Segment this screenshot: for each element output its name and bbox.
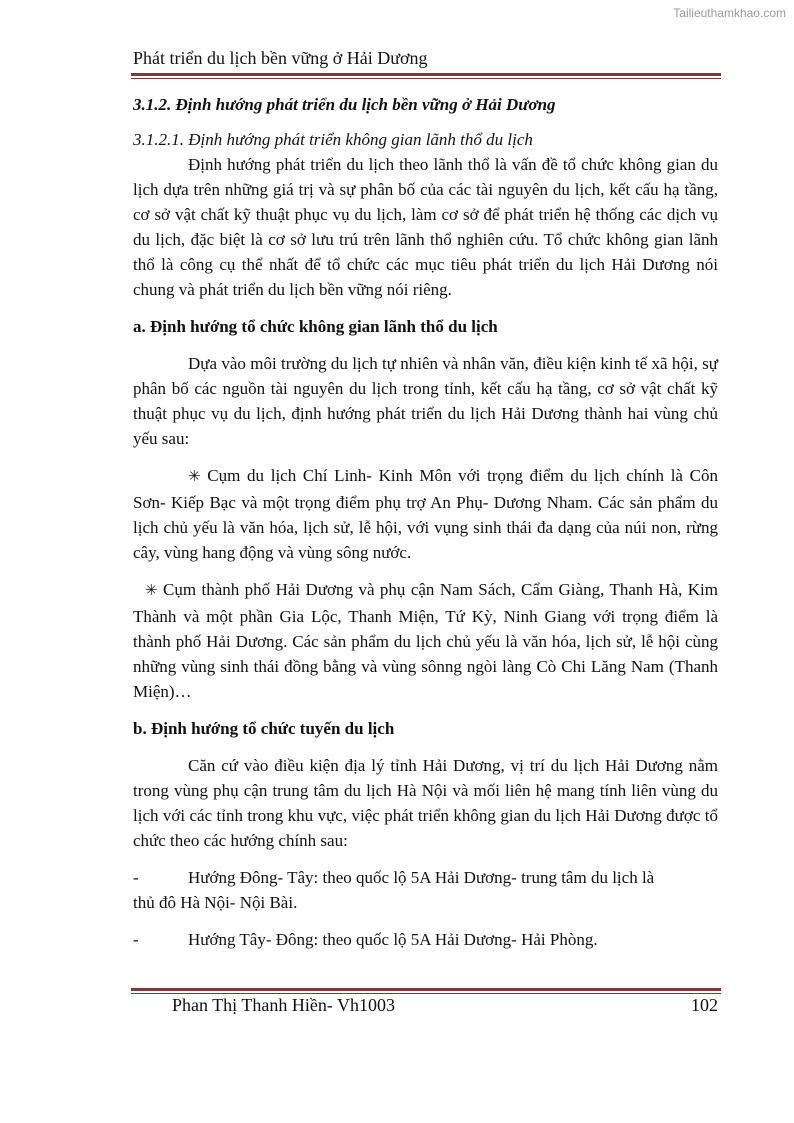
page-number: 102 xyxy=(691,995,718,1015)
watermark: Tailieuthamkhao.com xyxy=(673,6,786,20)
route-1-text: Hướng Đông- Tây: theo quốc lộ 5A Hải Dương- trung tâm du lịch là xyxy=(188,868,655,887)
part-a-heading: a. Định hướng tổ chức không gian lãnh thổ du lịch xyxy=(133,317,498,336)
bullet-1-text: Cụm du lịch Chí Linh- Kinh Môn với trọng điểm du lịch chính là Côn Sơn- Kiếp Bạc và một trọng điểm phụ trợ An Phụ- Dương Nham. Các sản phẩm du lịch chủ yếu là văn hóa, lịch sử, lễ hội, với vụng sinh thái đa dạng của núi non, rừng cây, vùng hang động và vùng sông nước. xyxy=(133,466,718,562)
part-b-heading: b. Định hướng tổ chức tuyến du lịch xyxy=(133,719,395,738)
footer-rule xyxy=(131,988,721,994)
header-rule xyxy=(131,73,721,79)
route-item-1 xyxy=(133,865,718,890)
bullet-2-text: Cụm thành phố Hải Dương và phụ cận Nam Sách, Cẩm Giàng, Thanh Hà, Kim Thành và một phần Gia Lộc, Thanh Miện, Tứ Kỳ, Ninh Giang với trọng điểm là thành phố Hải Dương. Các sản phẩm du lịch chủ yếu là văn hóa, lịch sử, lễ hội cùng những vùng sinh thái đồng bằng và vùng sônng ngòi làng Cò Chi Lăng Nam (Thanh Miện)… xyxy=(133,580,719,701)
subsection-heading: 3.1.2.1. Định hướng phát triển không gian lãnh thổ du lịch xyxy=(133,130,533,149)
footer-author: Phan Thị Thanh Hiền- Vh1003 xyxy=(172,995,395,1015)
intro-paragraph: Định hướng phát triển du lịch theo lãnh thổ là vấn đề tổ chức không gian du lịch dựa trên những giá trị và sự phân bố của các tài nguyên du lịch, kết cấu hạ tầng, cơ sở vật chất kỹ thuật phục vụ du lịch, làm cơ sở để phát triển hệ thống các dịch vụ du lịch, đặc biệt là cơ sở lưu trú trên lãnh thổ nghiên cứu. Tổ chức không gian lãnh thổ là công cụ thể nhất để tổ chức các mục tiêu phát triển du lịch Hải Dương nói chung và phát triển du lịch bền vững nói riêng. xyxy=(133,155,718,299)
route-1-continuation: thủ đô Hà Nội- Nội Bài. xyxy=(133,893,298,912)
section-heading: 3.1.2. Định hướng phát triển du lịch bền vững ở Hải Dương xyxy=(133,95,556,114)
route-2-text: Hướng Tây- Đông: theo quốc lộ 5A Hải Dương- Hải Phòng. xyxy=(188,930,598,949)
dash-marker: - xyxy=(133,930,139,949)
asterisk-icon: ✳ xyxy=(188,469,201,485)
bullet-item-2 xyxy=(133,577,718,704)
route-item-2 xyxy=(133,927,718,952)
dash-marker: - xyxy=(133,868,139,887)
part-a-paragraph: Dựa vào môi trường du lịch tự nhiên và nhân văn, điều kiện kinh tế xã hội, sự phân bố các nguồn tài nguyên du lịch trong tỉnh, kết cấu hạ tầng, cơ sở vật chất kỹ thuật phục vụ du lịch, định hướng phát triển du lịch Hải Dương thành hai vùng chủ yếu sau: xyxy=(133,354,718,448)
page-header-title: Phát triển du lịch bền vững ở Hải Dương xyxy=(133,48,428,68)
page-content xyxy=(133,92,718,952)
asterisk-icon: ✳ xyxy=(145,583,158,599)
part-b-paragraph: Căn cứ vào điều kiện địa lý tỉnh Hải Dương, vị trí du lịch Hải Dương nằm trong vùng phụ cận trung tâm du lịch Hà Nội và mối liên hệ mang tính liên vùng du lịch với các tỉnh trong khu vực, việc phát triển không gian du lịch Hải Dương được tổ chức theo các hướng chính sau: xyxy=(133,756,718,850)
bullet-item-1 xyxy=(133,463,718,565)
